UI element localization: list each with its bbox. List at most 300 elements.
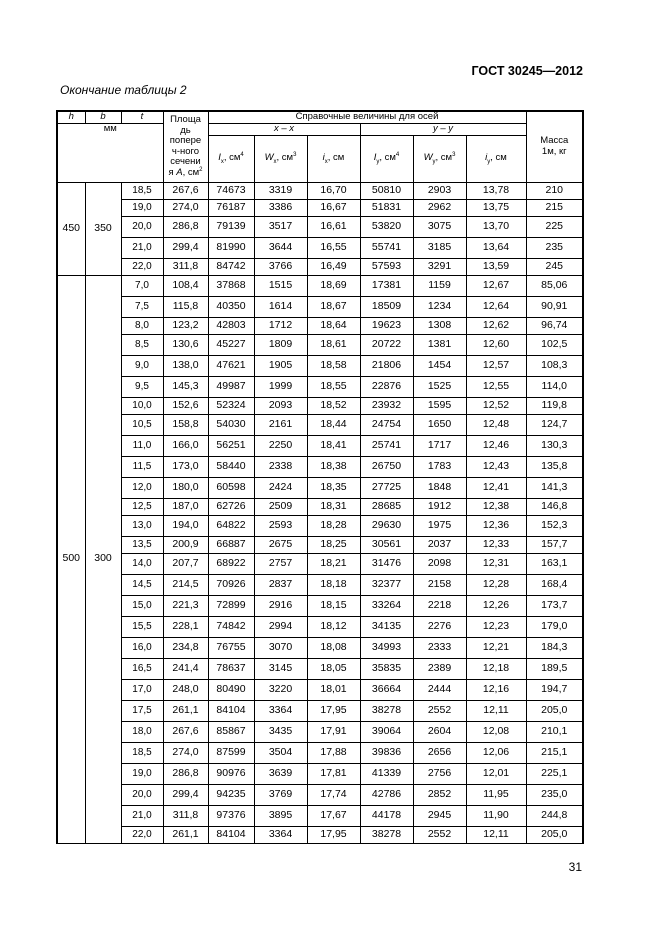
cell-ix: 79139 [208,216,254,237]
cell-wy: 1525 [413,376,466,397]
cell-mass: 114,0 [526,376,583,397]
cell-ry: 11,90 [466,805,526,826]
cell-wx: 3517 [254,216,307,237]
cell-ix: 81990 [208,237,254,258]
cell-t: 13,0 [121,515,163,536]
cell-rx: 18,12 [307,616,360,637]
cell-iy: 30561 [360,536,413,553]
head-axis-y: y – y [360,123,526,135]
cell-rx: 18,44 [307,414,360,435]
cell-mass: 184,3 [526,637,583,658]
cell-area: 267,6 [163,182,208,199]
head-units-spacer [57,135,163,182]
cell-ix: 54030 [208,414,254,435]
cell-ry: 12,46 [466,435,526,456]
cell-t: 12,5 [121,498,163,515]
cell-wy: 2389 [413,658,466,679]
cell-wx: 2161 [254,414,307,435]
cell-rx: 18,01 [307,679,360,700]
cell-ry: 12,57 [466,355,526,376]
cell-ry: 12,36 [466,515,526,536]
cell-ix: 68922 [208,553,254,574]
head-ix: $I_x$, $см^4$ [208,135,254,182]
cell-t: 20,0 [121,784,163,805]
cell-ry: 12,67 [466,275,526,296]
cell-wy: 2962 [413,199,466,216]
page-number: 31 [568,860,582,874]
cell-wx: 3895 [254,805,307,826]
cell-wx: 2916 [254,595,307,616]
cell-wy: 1848 [413,477,466,498]
table-row [57,658,583,679]
cell-wx: 3639 [254,763,307,784]
table-body [57,111,583,843]
cell-ix: 74842 [208,616,254,637]
cell-iy: 31476 [360,553,413,574]
cell-area: 261,1 [163,700,208,721]
table-row [57,616,583,637]
cell-ry: 12,16 [466,679,526,700]
table-row [57,275,583,296]
cell-ix: 42803 [208,317,254,334]
table-row [57,182,583,199]
cell-wy: 2604 [413,721,466,742]
cell-wy: 1650 [413,414,466,435]
cell-iy: 39836 [360,742,413,763]
cell-area: 234,8 [163,637,208,658]
cell-t: 13,5 [121,536,163,553]
cell-t: 9,0 [121,355,163,376]
head-axis-x: x – x [208,123,360,135]
cell-wy: 2656 [413,742,466,763]
cell-ry: 12,55 [466,376,526,397]
cell-rx: 17,95 [307,700,360,721]
cell-ry: 12,01 [466,763,526,784]
head-units: мм [57,123,163,135]
cell-wx: 2338 [254,456,307,477]
group-b: 300 [85,275,121,843]
cell-ix: 84104 [208,700,254,721]
cell-area: 241,4 [163,658,208,679]
table-row [57,498,583,515]
cell-ry: 12,08 [466,721,526,742]
table-row [57,595,583,616]
head-iy: $I_y$, $см^4$ [360,135,413,182]
cell-wy: 1381 [413,334,466,355]
cell-wy: 1717 [413,435,466,456]
cell-t: 22,0 [121,258,163,275]
cell-iy: 33264 [360,595,413,616]
cell-area: 274,0 [163,199,208,216]
cell-ix: 84104 [208,826,254,843]
cell-rx: 18,67 [307,296,360,317]
cell-ix: 64822 [208,515,254,536]
cell-area: 274,0 [163,742,208,763]
cell-ry: 12,48 [466,414,526,435]
cell-ry: 12,23 [466,616,526,637]
cell-t: 15,0 [121,595,163,616]
cell-wy: 3075 [413,216,466,237]
cell-wx: 2593 [254,515,307,536]
cell-rx: 16,55 [307,237,360,258]
cell-ry: 12,18 [466,658,526,679]
cell-t: 9,5 [121,376,163,397]
cell-ry: 13,64 [466,237,526,258]
cell-wy: 3185 [413,237,466,258]
cell-rx: 18,18 [307,574,360,595]
table-row [57,805,583,826]
table-row [57,414,583,435]
cell-wy: 2756 [413,763,466,784]
table-row [57,456,583,477]
cell-ix: 94235 [208,784,254,805]
cell-wx: 1712 [254,317,307,334]
cell-wx: 1999 [254,376,307,397]
cell-rx: 18,21 [307,553,360,574]
cell-ix: 62726 [208,498,254,515]
cell-mass: 210 [526,182,583,199]
head-rx: $i_x$, см [307,135,360,182]
cell-ix: 49987 [208,376,254,397]
table-row [57,637,583,658]
cell-iy: 57593 [360,258,413,275]
cell-ix: 72899 [208,595,254,616]
cell-wy: 2852 [413,784,466,805]
group-b: 350 [85,182,121,275]
cell-wx: 2757 [254,553,307,574]
table-row [57,784,583,805]
cell-t: 10,5 [121,414,163,435]
cell-wy: 3291 [413,258,466,275]
cell-wy: 2037 [413,536,466,553]
cell-rx: 18,58 [307,355,360,376]
cell-iy: 20722 [360,334,413,355]
head-ry: $i_y$, см [466,135,526,182]
cell-iy: 38278 [360,700,413,721]
table-row [57,536,583,553]
cell-rx: 18,41 [307,435,360,456]
cell-mass: 225 [526,216,583,237]
cell-wx: 1809 [254,334,307,355]
cell-iy: 23932 [360,397,413,414]
cell-area: 158,8 [163,414,208,435]
cell-wx: 2837 [254,574,307,595]
cell-area: 115,8 [163,296,208,317]
cell-wy: 1783 [413,456,466,477]
cell-area: 207,7 [163,553,208,574]
cell-area: 299,4 [163,784,208,805]
cell-mass: 235 [526,237,583,258]
cell-wx: 3364 [254,826,307,843]
cell-mass: 205,0 [526,700,583,721]
cell-rx: 18,69 [307,275,360,296]
cell-iy: 27725 [360,477,413,498]
cell-wy: 1912 [413,498,466,515]
table-row [57,334,583,355]
cell-ix: 52324 [208,397,254,414]
cell-ix: 45227 [208,334,254,355]
cell-mass: 173,7 [526,595,583,616]
cell-rx: 17,67 [307,805,360,826]
cell-rx: 17,88 [307,742,360,763]
cell-t: 18,5 [121,742,163,763]
cell-mass: 141,3 [526,477,583,498]
cell-ry: 12,21 [466,637,526,658]
cell-wy: 2945 [413,805,466,826]
cell-t: 12,0 [121,477,163,498]
cell-area: 311,8 [163,258,208,275]
cell-area: 221,3 [163,595,208,616]
cell-ry: 13,78 [466,182,526,199]
cell-area: 108,4 [163,275,208,296]
cell-ry: 13,70 [466,216,526,237]
cell-mass: 157,7 [526,536,583,553]
head-mass: Масса 1м, кг [526,111,583,182]
cell-wx: 2509 [254,498,307,515]
cell-iy: 44178 [360,805,413,826]
cell-ix: 90976 [208,763,254,784]
cell-iy: 21806 [360,355,413,376]
cell-wy: 2098 [413,553,466,574]
cell-mass: 90,91 [526,296,583,317]
cell-area: 286,8 [163,216,208,237]
cell-iy: 24754 [360,414,413,435]
cell-iy: 17381 [360,275,413,296]
cell-mass: 179,0 [526,616,583,637]
cell-iy: 18509 [360,296,413,317]
document-code: ГОСТ 30245—2012 [471,64,583,78]
cell-rx: 17,74 [307,784,360,805]
cell-rx: 18,25 [307,536,360,553]
cell-rx: 18,28 [307,515,360,536]
head-reference: Справочные величины для осей [208,111,526,123]
cell-t: 8,0 [121,317,163,334]
cell-area: 145,3 [163,376,208,397]
cell-ry: 12,64 [466,296,526,317]
table-row [57,317,583,334]
cell-t: 16,5 [121,658,163,679]
cell-iy: 41339 [360,763,413,784]
cell-t: 11,5 [121,456,163,477]
cell-area: 173,0 [163,456,208,477]
cell-ry: 12,26 [466,595,526,616]
cell-t: 8,5 [121,334,163,355]
cell-wx: 2093 [254,397,307,414]
cell-ry: 12,43 [466,456,526,477]
cell-mass: 215 [526,199,583,216]
table-row [57,355,583,376]
cell-ry: 12,28 [466,574,526,595]
cell-ix: 97376 [208,805,254,826]
cell-iy: 38278 [360,826,413,843]
table-row [57,700,583,721]
cell-rx: 16,49 [307,258,360,275]
cell-ry: 12,38 [466,498,526,515]
cell-rx: 17,91 [307,721,360,742]
cell-rx: 18,55 [307,376,360,397]
cell-ry: 13,75 [466,199,526,216]
cell-mass: 194,7 [526,679,583,700]
table-row [57,763,583,784]
cell-area: 311,8 [163,805,208,826]
cell-iy: 29630 [360,515,413,536]
cell-t: 21,0 [121,237,163,258]
cell-mass: 205,0 [526,826,583,843]
cell-mass: 135,8 [526,456,583,477]
cell-ry: 12,31 [466,553,526,574]
cell-rx: 17,81 [307,763,360,784]
cell-wx: 1614 [254,296,307,317]
cell-wx: 2250 [254,435,307,456]
cell-t: 7,0 [121,275,163,296]
table-row [57,574,583,595]
cell-ry: 12,41 [466,477,526,498]
cell-area: 187,0 [163,498,208,515]
table-row [57,477,583,498]
cell-iy: 55741 [360,237,413,258]
cell-ix: 56251 [208,435,254,456]
cell-wy: 2276 [413,616,466,637]
cell-iy: 36664 [360,679,413,700]
cell-iy: 34993 [360,637,413,658]
cell-wy: 2218 [413,595,466,616]
cell-iy: 39064 [360,721,413,742]
cell-mass: 102,5 [526,334,583,355]
cell-wx: 3644 [254,237,307,258]
cell-t: 19,0 [121,763,163,784]
cell-rx: 18,38 [307,456,360,477]
table-row [57,553,583,574]
cell-wy: 1159 [413,275,466,296]
head-t: t [121,111,163,123]
cell-iy: 22876 [360,376,413,397]
cell-ry: 12,52 [466,397,526,414]
cell-area: 228,1 [163,616,208,637]
cell-area: 299,4 [163,237,208,258]
cell-mass: 85,06 [526,275,583,296]
cell-t: 19,0 [121,199,163,216]
cell-area: 248,0 [163,679,208,700]
cell-ry: 12,62 [466,317,526,334]
cell-ry: 12,06 [466,742,526,763]
cell-ix: 76755 [208,637,254,658]
cell-t: 15,5 [121,616,163,637]
group-h: 450 [57,182,85,275]
cell-iy: 25741 [360,435,413,456]
cell-ry: 12,11 [466,826,526,843]
cell-area: 194,0 [163,515,208,536]
cell-rx: 16,70 [307,182,360,199]
cell-wx: 3504 [254,742,307,763]
cell-wx: 2994 [254,616,307,637]
cell-rx: 18,31 [307,498,360,515]
cell-mass: 215,1 [526,742,583,763]
cell-rx: 16,61 [307,216,360,237]
cell-wy: 1234 [413,296,466,317]
cell-wx: 3435 [254,721,307,742]
cell-mass: 108,3 [526,355,583,376]
table-row [57,397,583,414]
cell-wx: 3766 [254,258,307,275]
cell-area: 130,6 [163,334,208,355]
head-wx: $W_x$, $см^3$ [254,135,307,182]
properties-table [56,110,584,844]
cell-t: 16,0 [121,637,163,658]
cell-area: 267,6 [163,721,208,742]
cell-wx: 1515 [254,275,307,296]
cell-ix: 78637 [208,658,254,679]
table-row [57,199,583,216]
cell-area: 261,1 [163,826,208,843]
cell-mass: 225,1 [526,763,583,784]
cell-t: 22,0 [121,826,163,843]
table-row [57,237,583,258]
cell-wx: 3769 [254,784,307,805]
cell-area: 214,5 [163,574,208,595]
table-caption: Окончание таблицы 2 [60,83,187,97]
cell-rx: 18,05 [307,658,360,679]
cell-iy: 34135 [360,616,413,637]
cell-wy: 2903 [413,182,466,199]
cell-iy: 26750 [360,456,413,477]
cell-mass: 96,74 [526,317,583,334]
cell-area: 166,0 [163,435,208,456]
cell-ix: 40350 [208,296,254,317]
cell-wx: 1905 [254,355,307,376]
cell-iy: 19623 [360,317,413,334]
cell-t: 18,0 [121,721,163,742]
cell-wx: 2424 [254,477,307,498]
cell-iy: 42786 [360,784,413,805]
cell-rx: 18,35 [307,477,360,498]
head-b: b [85,111,121,123]
cell-area: 200,9 [163,536,208,553]
cell-rx: 17,95 [307,826,360,843]
cell-iy: 51831 [360,199,413,216]
table-row [57,742,583,763]
cell-ry: 13,59 [466,258,526,275]
cell-wy: 2444 [413,679,466,700]
table-row [57,435,583,456]
cell-ry: 12,11 [466,700,526,721]
cell-wy: 1308 [413,317,466,334]
cell-wx: 3319 [254,182,307,199]
cell-area: 138,0 [163,355,208,376]
cell-t: 17,5 [121,700,163,721]
table-row [57,258,583,275]
table-row [57,826,583,843]
table-row [57,679,583,700]
cell-ix: 37868 [208,275,254,296]
cell-rx: 16,67 [307,199,360,216]
table-row [57,376,583,397]
cell-wy: 2333 [413,637,466,658]
cell-ix: 74673 [208,182,254,199]
cell-t: 17,0 [121,679,163,700]
cell-mass: 168,4 [526,574,583,595]
cell-wx: 3364 [254,700,307,721]
cell-ix: 84742 [208,258,254,275]
cell-ix: 60598 [208,477,254,498]
cell-iy: 50810 [360,182,413,199]
cell-wy: 1975 [413,515,466,536]
cell-iy: 32377 [360,574,413,595]
table-row [57,515,583,536]
cell-ry: 12,60 [466,334,526,355]
cell-t: 21,0 [121,805,163,826]
cell-wx: 3145 [254,658,307,679]
cell-rx: 18,52 [307,397,360,414]
